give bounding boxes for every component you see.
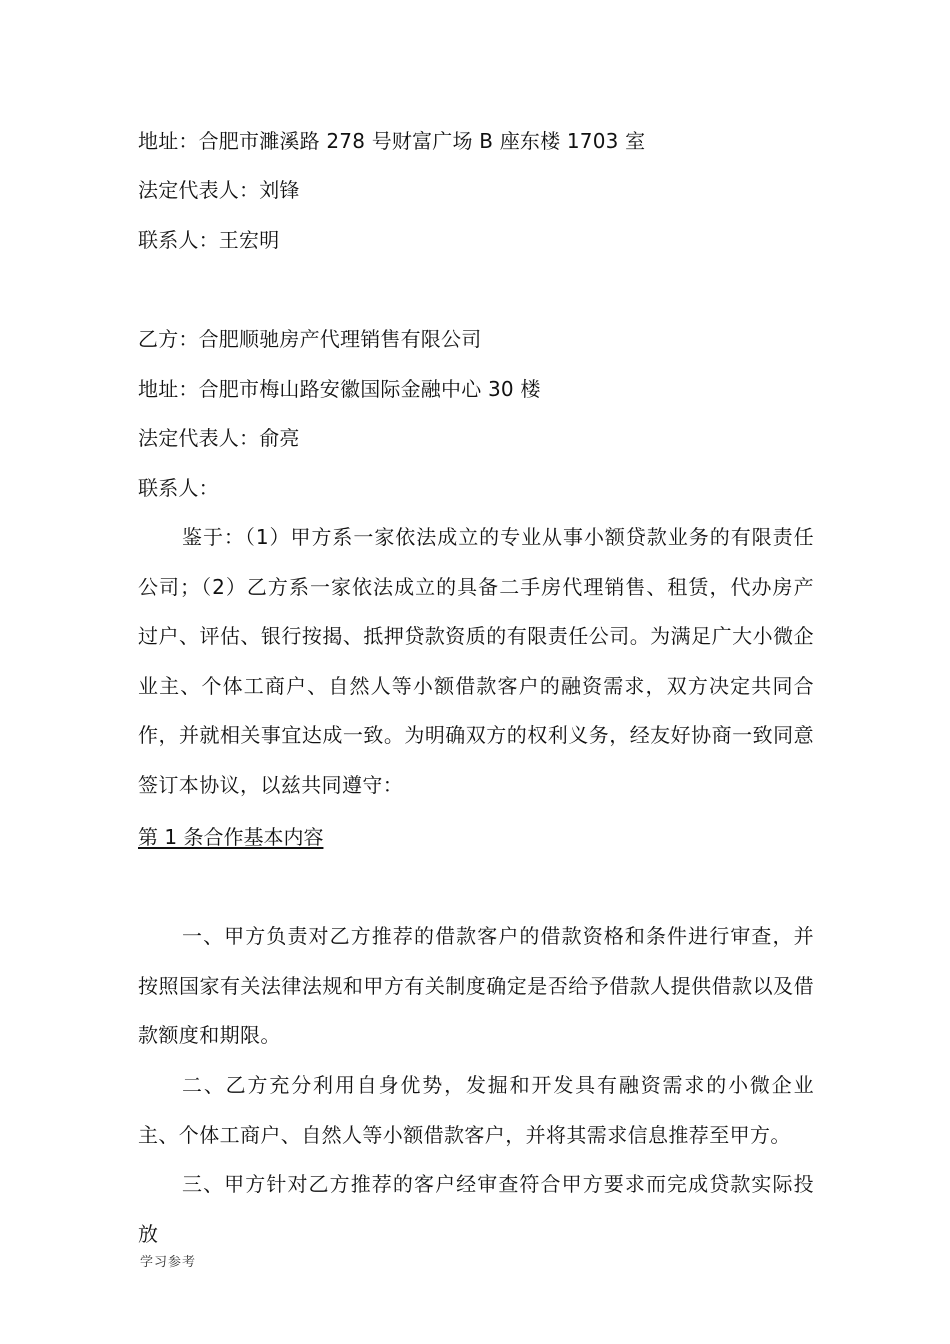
party-a-address: 地址：合肥市濉溪路 278 号财富广场 B 座东楼 1703 室 [138,129,646,153]
party-b-legal-rep: 法定代表人：俞亮 [138,426,300,450]
party-b-name: 乙方：合肥顺驰房产代理销售有限公司 [138,327,482,351]
clause-3: 三、甲方针对乙方推荐的客户经审查符合甲方要求而完成贷款实际投放 [138,1172,814,1246]
party-b-contact: 联系人： [138,476,219,500]
party-b-address: 地址：合肥市梅山路安徽国际金融中心 30 楼 [138,377,541,401]
footer-label: 学习参考 [140,1255,197,1270]
clause-2: 二、乙方充分利用自身优势，发掘和开发具有融资需求的小微企业主、个体工商户、自然人等小额借款客户，并将其需求信息推荐至甲方。 [138,1073,814,1147]
preamble-paragraph: 鉴于：（1）甲方系一家依法成立的专业从事小额贷款业务的有限责任公司；（2）乙方系一家依法成立的具备二手房代理销售、租赁，代办房产过户、评估、银行按揭、抵押贷款资质的有限责任公司。为满足广大小微企业主、个体工商户、自然人等小额借款客户的融资需求，双方决定共同合作，并就相关事宜达成一致。为明确双方的权利义务，经友好协商一致同意签订本协议，以兹共同遵守： [138,525,814,797]
party-a-legal-rep: 法定代表人：刘锋 [138,178,300,202]
party-a-contact: 联系人：王宏明 [138,228,280,252]
article-1-title: 第 1 条合作基本内容 [138,825,324,849]
clause-1: 一、甲方负责对乙方推荐的借款客户的借款资格和条件进行审查，并按照国家有关法律法规和甲方有关制度确定是否给予借款人提供借款以及借款额度和期限。 [138,924,814,1047]
